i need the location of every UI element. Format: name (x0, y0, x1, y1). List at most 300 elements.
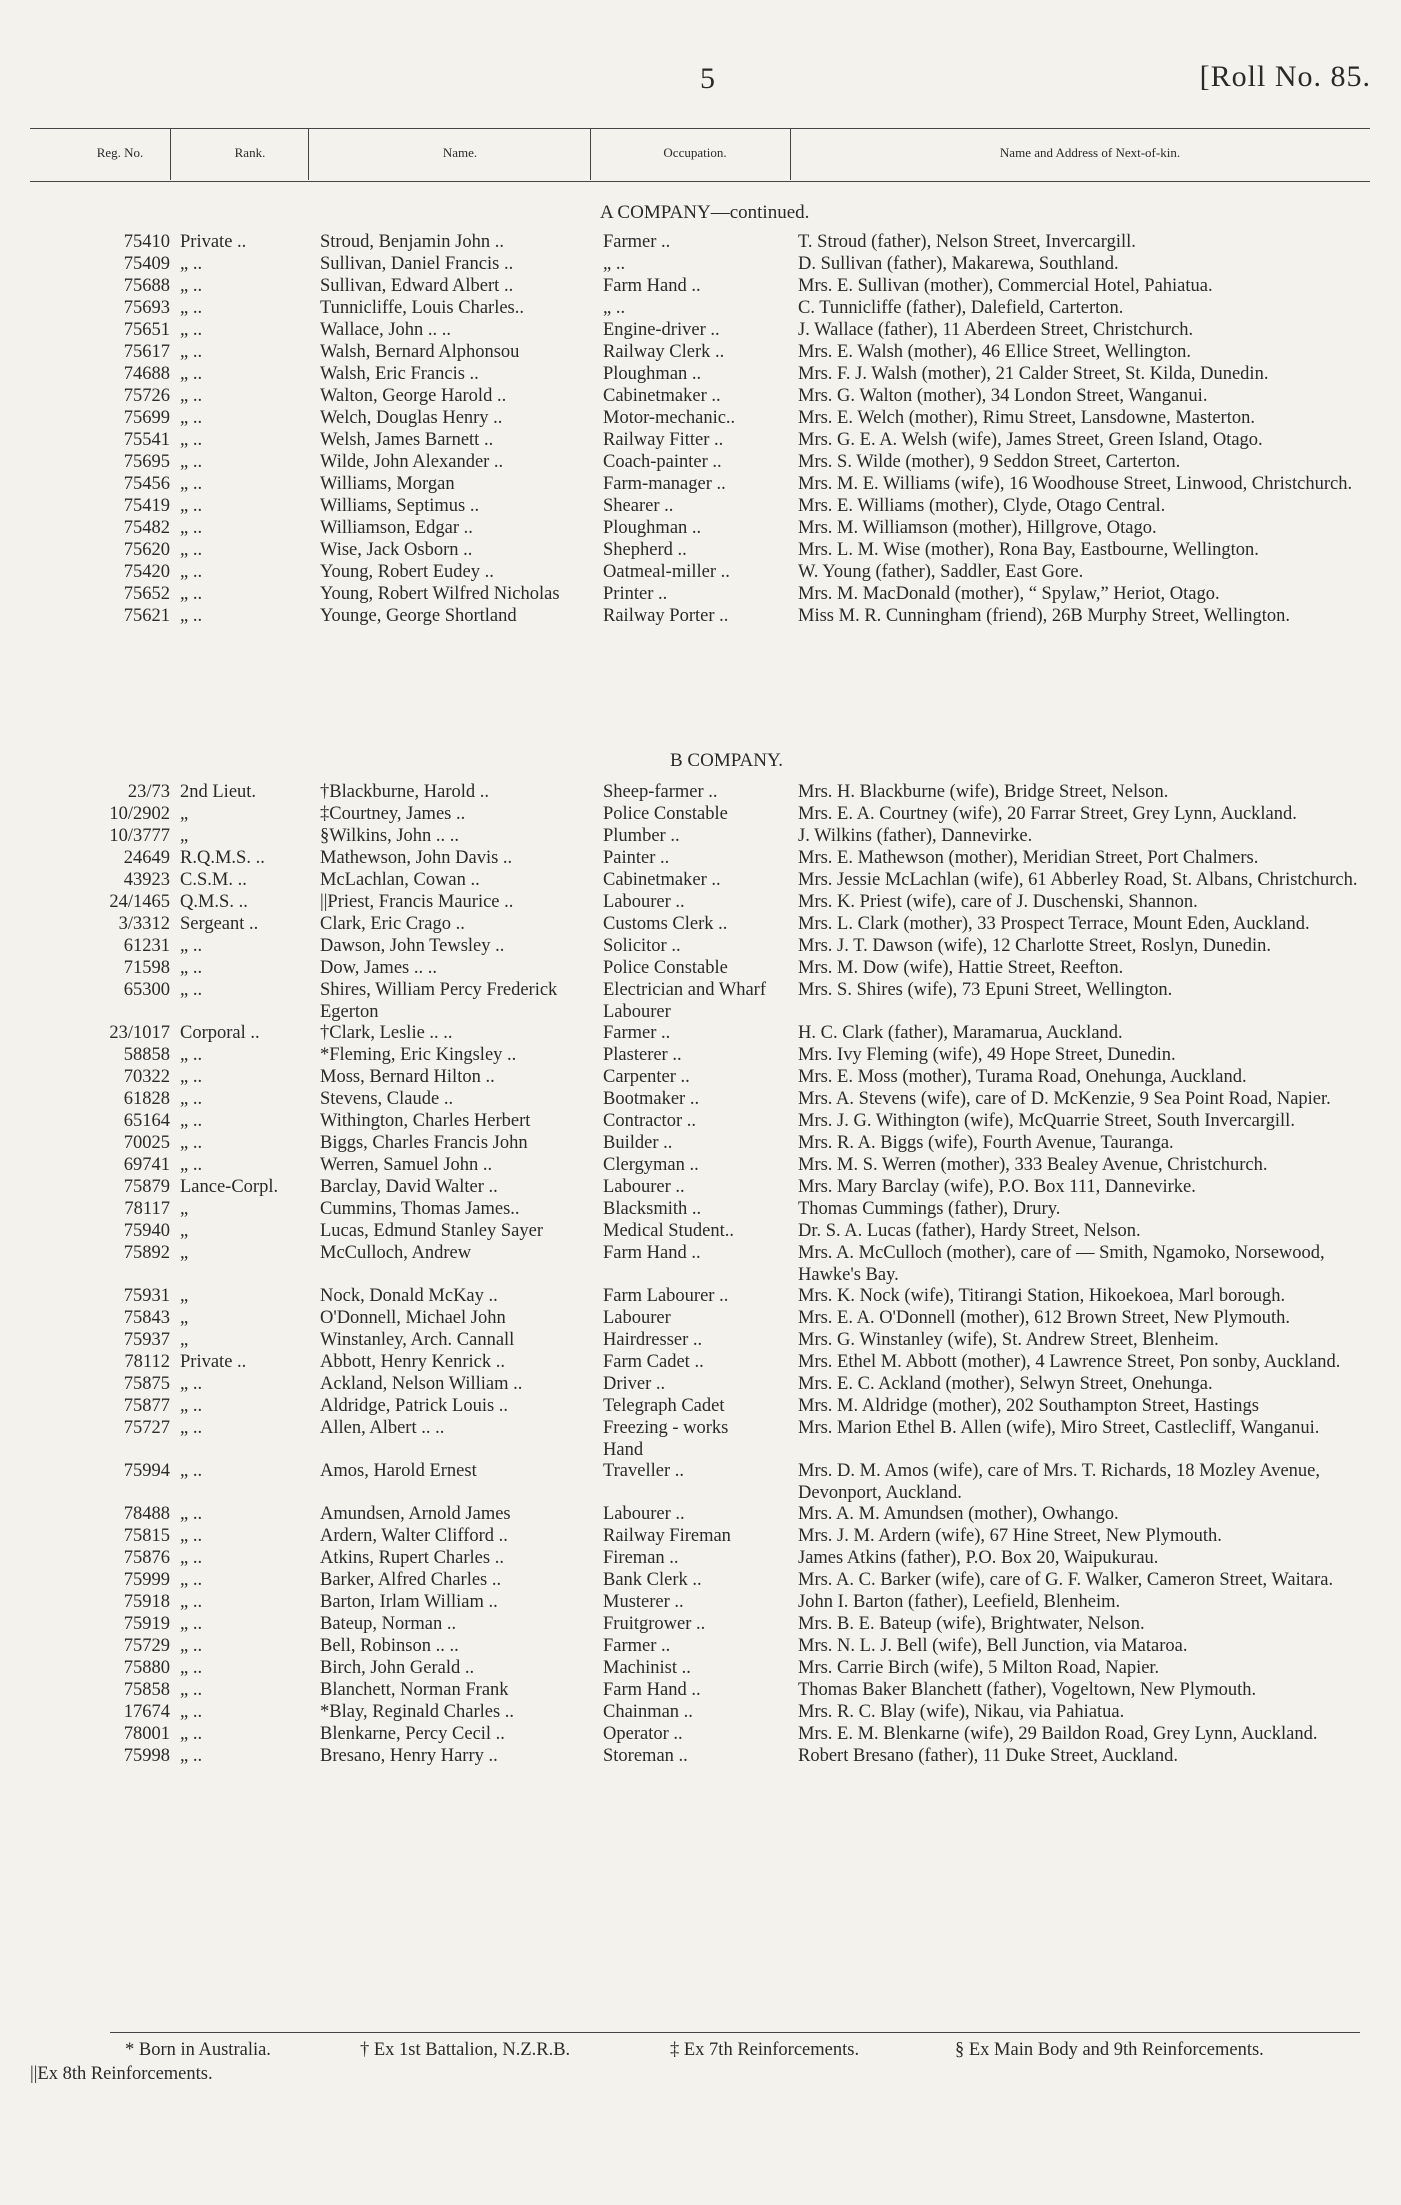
reg-no-cell: 24/1465 (109, 892, 170, 912)
next-of-kin-cell: D. Sullivan (father), Makarewa, Southland. (798, 254, 1119, 274)
table-row (0, 1308, 1401, 1330)
rank-cell: „ .. (180, 1045, 203, 1065)
name-cell: Barclay, David Walter .. (320, 1177, 498, 1197)
table-row (0, 914, 1401, 936)
name-cell: Williamson, Edgar .. (320, 518, 473, 538)
name-cell: Winstanley, Arch. Cannall (320, 1330, 515, 1350)
name-cell: Atkins, Rupert Charles .. (320, 1548, 504, 1568)
name-cell: Lucas, Edmund Stanley Sayer (320, 1221, 543, 1241)
column-header-row (30, 128, 1370, 182)
rank-cell: „ .. (180, 1746, 203, 1766)
occupation-cell: Customs Clerk .. (603, 914, 728, 934)
rank-cell: „ .. (180, 540, 203, 560)
reg-no-cell: 58858 (123, 1045, 170, 1065)
occupation-cell: Cabinetmaker .. (603, 386, 721, 406)
table-row (0, 562, 1401, 584)
occupation-cell: Ploughman .. (603, 364, 702, 384)
table-row (0, 342, 1401, 364)
next-of-kin-cell: James Atkins (father), P.O. Box 20, Waipukurau. (798, 1548, 1159, 1568)
rank-cell: „ .. (180, 276, 203, 296)
table-row (0, 1724, 1401, 1746)
rank-cell: „ .. (180, 320, 203, 340)
rank-cell: C.S.M. .. (180, 870, 247, 890)
occupation-cell: Motor-mechanic.. (603, 408, 736, 428)
reg-no-cell: 17674 (123, 1702, 170, 1722)
reg-no-cell: 75621 (123, 606, 170, 626)
occupation-cell: Labourer (603, 1308, 671, 1328)
next-of-kin-cell: Mrs. G. Winstanley (wife), St. Andrew Street, Blenheim. (798, 1330, 1219, 1350)
name-cell: Williams, Septimus .. (320, 496, 480, 516)
reg-no-cell: 3/3312 (118, 914, 170, 934)
name-cell: Sullivan, Daniel Francis .. (320, 254, 514, 274)
reg-no-cell: 75858 (123, 1680, 170, 1700)
roster-table-a (0, 232, 1401, 628)
table-row (0, 408, 1401, 430)
name-cell: Walsh, Bernard Alphonsou (320, 342, 520, 362)
name-cell: Blanchett, Norman Frank (320, 1680, 509, 1700)
occupation-cell: Farm Cadet .. (603, 1352, 704, 1372)
footnote-main-body: § Ex Main Body and 9th Reinforcements. (955, 2040, 1264, 2060)
occupation-cell: Farm Labourer .. (603, 1286, 729, 1306)
reg-no-cell: 75994 (123, 1461, 170, 1481)
next-of-kin-cell: Mrs. J. T. Dawson (wife), 12 Charlotte Street, Roslyn, Dunedin. (798, 936, 1272, 956)
rank-cell: „ (180, 1199, 189, 1219)
roll-number: [Roll No. 85. (1199, 60, 1371, 93)
table-row (0, 848, 1401, 870)
occupation-cell: Contractor .. (603, 1111, 696, 1131)
footnote-7th-reinforcements: ‡ Ex 7th Reinforcements. (670, 2040, 860, 2060)
rank-cell: „ .. (180, 1374, 203, 1394)
next-of-kin-cell: T. Stroud (father), Nelson Street, Invercargill. (798, 232, 1136, 252)
table-row (0, 1548, 1401, 1570)
name-cell: Wise, Jack Osborn .. (320, 540, 473, 560)
reg-no-cell: 61828 (123, 1089, 170, 1109)
occupation-cell: Storeman .. (603, 1746, 688, 1766)
occupation-cell: Printer .. (603, 584, 668, 604)
header-occupation: Occupation. (663, 145, 727, 160)
name-cell: O'Donnell, Michael John (320, 1308, 506, 1328)
reg-no-cell: 23/73 (127, 782, 170, 802)
reg-no-cell: 75843 (123, 1308, 170, 1328)
reg-no-cell: 75877 (123, 1396, 170, 1416)
occupation-cell: Traveller .. (603, 1461, 685, 1481)
rank-cell: „ .. (180, 342, 203, 362)
table-row (0, 452, 1401, 474)
table-row (0, 320, 1401, 342)
next-of-kin-cell: Mrs. K. Priest (wife), care of J. Duschenski, Shannon. (798, 892, 1198, 912)
next-of-kin-cell: Mrs. K. Nock (wife), Titirangi Station, Hikoekoea, Marl borough. (798, 1286, 1286, 1306)
occupation-cell: Labourer .. (603, 1504, 685, 1524)
table-row (0, 870, 1401, 892)
occupation-cell: Shearer .. (603, 496, 674, 516)
occupation-cell: Sheep-farmer .. (603, 782, 718, 802)
name-cell: Dow, James .. .. (320, 958, 437, 978)
rank-cell: „ .. (180, 518, 203, 538)
reg-no-cell: 75999 (123, 1570, 170, 1590)
next-of-kin-cell: Mrs. N. L. J. Bell (wife), Bell Junction, via Mataroa. (798, 1636, 1188, 1656)
occupation-cell: Cabinetmaker .. (603, 870, 721, 890)
table-row (0, 232, 1401, 254)
table-row (0, 1286, 1401, 1308)
next-of-kin-cell: Mrs. M. Dow (wife), Hattie Street, Reefton. (798, 958, 1124, 978)
reg-no-cell: 75620 (123, 540, 170, 560)
reg-no-cell: 75617 (123, 342, 170, 362)
footnote-8th-reinforcements: ||Ex 8th Reinforcements. (30, 2064, 213, 2084)
occupation-cell: Farm-manager .. (603, 474, 726, 494)
header-divider (170, 128, 171, 180)
next-of-kin-cell: Mrs. M. Aldridge (mother), 202 Southampton Street, Hastings (798, 1396, 1259, 1416)
rank-cell: 2nd Lieut. (180, 782, 257, 802)
occupation-cell: Farm Hand .. (603, 276, 701, 296)
name-cell: Allen, Albert .. .. (320, 1418, 445, 1438)
rank-cell: „ .. (180, 1526, 203, 1546)
occupation-cell: Fireman .. (603, 1548, 679, 1568)
rank-cell: „ .. (180, 496, 203, 516)
next-of-kin-cell: Robert Bresano (father), 11 Duke Street, Auckland. (798, 1746, 1178, 1766)
rank-cell: „ .. (180, 298, 203, 318)
next-of-kin-cell: Thomas Baker Blanchett (father), Vogeltown, New Plymouth. (798, 1680, 1257, 1700)
table-row (0, 1680, 1401, 1702)
next-of-kin-cell: Mrs. L. Clark (mother), 33 Prospect Terrace, Mount Eden, Auckland. (798, 914, 1310, 934)
name-cell: Wallace, John .. .. (320, 320, 452, 340)
name-cell: Werren, Samuel John .. (320, 1155, 493, 1175)
occupation-cell: Ploughman .. (603, 518, 702, 538)
name-cell: *Fleming, Eric Kingsley .. (320, 1045, 517, 1065)
table-row (0, 1330, 1401, 1352)
rank-cell: „ .. (180, 1636, 203, 1656)
rank-cell: „ .. (180, 1089, 203, 1109)
rank-cell: „ (180, 1221, 189, 1241)
rank-cell: „ .. (180, 474, 203, 494)
header-next-of-kin: Name and Address of Next-of-kin. (999, 145, 1181, 160)
name-cell: Walsh, Eric Francis .. (320, 364, 479, 384)
next-of-kin-cell: Mrs. R. C. Blay (wife), Nikau, via Pahiatua. (798, 1702, 1125, 1722)
name-cell: Young, Robert Wilfred Nicholas (320, 584, 560, 604)
name-cell: Aldridge, Patrick Louis .. (320, 1396, 509, 1416)
table-row (0, 1067, 1401, 1089)
reg-no-cell: 70025 (123, 1133, 170, 1153)
table-row (0, 1133, 1401, 1155)
reg-no-cell: 75918 (123, 1592, 170, 1612)
rank-cell: „ .. (180, 452, 203, 472)
occupation-cell: Coach-painter .. (603, 452, 722, 472)
occupation-cell: Oatmeal-miller .. (603, 562, 730, 582)
footnote-1st-battalion: † Ex 1st Battalion, N.Z.R.B. (360, 2040, 571, 2060)
rank-cell: „ .. (180, 1418, 203, 1438)
occupation-cell: Solicitor .. (603, 936, 681, 956)
reg-no-cell: 78488 (123, 1504, 170, 1524)
next-of-kin-cell: Mrs. E. Walsh (mother), 46 Ellice Street, Wellington. (798, 342, 1191, 362)
table-row (0, 606, 1401, 628)
table-row (0, 826, 1401, 848)
reg-no-cell: 75879 (123, 1177, 170, 1197)
occupation-cell: Railway Clerk .. (603, 342, 725, 362)
occupation-cell: Railway Fireman (603, 1526, 731, 1546)
reg-no-cell: 75880 (123, 1658, 170, 1678)
rank-cell: „ .. (180, 1592, 203, 1612)
table-row (0, 958, 1401, 980)
rank-cell: „ .. (180, 958, 203, 978)
occupation-cell: „ .. (603, 254, 626, 274)
next-of-kin-cell: Mrs. E. C. Ackland (mother), Selwyn Street, Onehunga. (798, 1374, 1213, 1394)
table-row (0, 540, 1401, 562)
table-row (0, 584, 1401, 606)
occupation-cell: Driver .. (603, 1374, 666, 1394)
table-row (0, 1570, 1401, 1592)
table-row (0, 1177, 1401, 1199)
table-row (0, 980, 1401, 1023)
occupation-cell: Bootmaker .. (603, 1089, 700, 1109)
reg-no-cell: 75420 (123, 562, 170, 582)
name-cell: Nock, Donald McKay .. (320, 1286, 498, 1306)
rank-cell: „ .. (180, 1155, 203, 1175)
name-cell: Wilde, John Alexander .. (320, 452, 504, 472)
table-row (0, 474, 1401, 496)
rank-cell: „ (180, 1308, 189, 1328)
name-cell: McLachlan, Cowan .. (320, 870, 480, 890)
reg-no-cell: 75919 (123, 1614, 170, 1634)
next-of-kin-cell: Mrs. E. Mathewson (mother), Meridian Street, Port Chalmers. (798, 848, 1259, 868)
name-cell: Blenkarne, Percy Cecil .. (320, 1724, 505, 1744)
name-cell: Cummins, Thomas James.. (320, 1199, 520, 1219)
occupation-cell: Police Constable (603, 958, 728, 978)
rank-cell: R.Q.M.S. .. (180, 848, 265, 868)
occupation-cell: Labourer .. (603, 892, 685, 912)
next-of-kin-cell: John I. Barton (father), Leefield, Blenheim. (798, 1592, 1121, 1612)
reg-no-cell: 75892 (123, 1243, 170, 1263)
occupation-cell: Farmer .. (603, 232, 671, 252)
occupation-cell: Medical Student.. (603, 1221, 735, 1241)
header-reg-no: Reg. No. (96, 145, 144, 160)
next-of-kin-cell: Dr. S. A. Lucas (father), Hardy Street, Nelson. (798, 1221, 1141, 1241)
name-cell: Amos, Harold Ernest (320, 1461, 477, 1481)
next-of-kin-cell: Mrs. H. Blackburne (wife), Bridge Street, Nelson. (798, 782, 1169, 802)
next-of-kin-cell: Mrs. E. A. Courtney (wife), 20 Farrar Street, Grey Lynn, Auckland. (798, 804, 1297, 824)
table-row (0, 1526, 1401, 1548)
reg-no-cell: 78112 (124, 1352, 170, 1372)
rank-cell: Private .. (180, 1352, 247, 1372)
reg-no-cell: 75937 (123, 1330, 170, 1350)
occupation-cell: Hairdresser .. (603, 1330, 703, 1350)
next-of-kin-cell: Mrs. Ethel M. Abbott (mother), 4 Lawrence Street, Pon sonby, Auckland. (798, 1352, 1341, 1372)
header-name: Name. (442, 145, 478, 160)
header-divider (308, 128, 309, 180)
occupation-cell: Plasterer .. (603, 1045, 682, 1065)
occupation-cell: „ .. (603, 298, 626, 318)
next-of-kin-cell: Mrs. L. M. Wise (mother), Rona Bay, Eastbourne, Wellington. (798, 540, 1259, 560)
table-row (0, 1243, 1401, 1286)
occupation-cell: Machinist .. (603, 1658, 691, 1678)
table-row (0, 782, 1401, 804)
name-cell: Young, Robert Eudey .. (320, 562, 494, 582)
table-row (0, 254, 1401, 276)
occupation-cell: Farmer .. (603, 1023, 671, 1043)
occupation-cell: Electrician and Wharf Labourer (603, 980, 766, 1022)
reg-no-cell: 75456 (123, 474, 170, 494)
next-of-kin-cell: Mrs. F. J. Walsh (mother), 21 Calder Street, St. Kilda, Dunedin. (798, 364, 1269, 384)
reg-no-cell: 75699 (123, 408, 170, 428)
table-row (0, 1374, 1401, 1396)
footnote-rule (110, 2032, 1360, 2033)
occupation-cell: Carpenter .. (603, 1067, 690, 1087)
reg-no-cell: 10/3777 (109, 826, 170, 846)
rank-cell: „ .. (180, 1570, 203, 1590)
reg-no-cell: 75409 (123, 254, 170, 274)
occupation-cell: Operator .. (603, 1724, 683, 1744)
next-of-kin-cell: Mrs. Marion Ethel B. Allen (wife), Miro Street, Castlecliff, Wanganui. (798, 1418, 1320, 1438)
name-cell: Barker, Alfred Charles .. (320, 1570, 502, 1590)
reg-no-cell: 24649 (123, 848, 170, 868)
occupation-cell: Chainman .. (603, 1702, 693, 1722)
occupation-cell: Railway Fitter .. (603, 430, 724, 450)
reg-no-cell: 75541 (123, 430, 170, 450)
reg-no-cell: 69741 (123, 1155, 170, 1175)
table-row (0, 364, 1401, 386)
name-cell: Withington, Charles Herbert (320, 1111, 531, 1131)
table-row (0, 1504, 1401, 1526)
rank-cell: „ .. (180, 430, 203, 450)
table-row (0, 1614, 1401, 1636)
occupation-cell: Clergyman .. (603, 1155, 699, 1175)
name-cell: †Clark, Leslie .. .. (320, 1023, 453, 1043)
roster-table-b (0, 782, 1401, 1768)
rank-cell: „ .. (180, 1111, 203, 1131)
reg-no-cell: 10/2902 (109, 804, 170, 824)
occupation-cell: Plumber .. (603, 826, 680, 846)
rank-cell: „ .. (180, 1614, 203, 1634)
table-row (0, 518, 1401, 540)
name-cell: Amundsen, Arnold James (320, 1504, 511, 1524)
occupation-cell: Freezing - works Hand (603, 1418, 729, 1460)
header-divider (790, 128, 791, 180)
occupation-cell: Police Constable (603, 804, 728, 824)
rank-cell: „ (180, 1243, 189, 1263)
rank-cell: „ .. (180, 980, 203, 1000)
name-cell: Stroud, Benjamin John .. (320, 232, 504, 252)
rank-cell: „ .. (180, 1396, 203, 1416)
name-cell: Bateup, Norman .. (320, 1614, 457, 1634)
page-number: 5 (700, 62, 715, 95)
next-of-kin-cell: Mrs. R. A. Biggs (wife), Fourth Avenue, Tauranga. (798, 1133, 1174, 1153)
name-cell: Williams, Morgan (320, 474, 455, 494)
name-cell: Clark, Eric Crago .. (320, 914, 465, 934)
rank-cell: „ .. (180, 254, 203, 274)
name-cell: Stevens, Claude .. (320, 1089, 454, 1109)
name-cell: Abbott, Henry Kenrick .. (320, 1352, 505, 1372)
table-row (0, 298, 1401, 320)
reg-no-cell: 65300 (123, 980, 170, 1000)
reg-no-cell: 65164 (123, 1111, 170, 1131)
rank-cell: „ .. (180, 1658, 203, 1678)
name-cell: Walton, George Harold .. (320, 386, 507, 406)
header-divider (590, 128, 591, 180)
reg-no-cell: 43923 (123, 870, 170, 890)
table-row (0, 430, 1401, 452)
next-of-kin-cell: Mrs. A. Stevens (wife), care of D. McKenzie, 9 Sea Point Road, Napier. (798, 1089, 1331, 1109)
table-row (0, 936, 1401, 958)
name-cell: Welsh, James Barnett .. (320, 430, 494, 450)
name-cell: Sullivan, Edward Albert .. (320, 276, 514, 296)
reg-no-cell: 78001 (123, 1724, 170, 1744)
name-cell: ‡Courtney, James .. (320, 804, 466, 824)
rank-cell: „ .. (180, 1680, 203, 1700)
reg-no-cell: 75726 (123, 386, 170, 406)
reg-no-cell: 75688 (123, 276, 170, 296)
next-of-kin-cell: Mrs. Mary Barclay (wife), P.O. Box 111, Dannevirke. (798, 1177, 1196, 1197)
next-of-kin-cell: Mrs. E. Welch (mother), Rimu Street, Lansdowne, Masterton. (798, 408, 1255, 428)
table-row (0, 1636, 1401, 1658)
table-row (0, 276, 1401, 298)
reg-no-cell: 75482 (123, 518, 170, 538)
reg-no-cell: 75410 (123, 232, 170, 252)
reg-no-cell: 75998 (123, 1746, 170, 1766)
table-row (0, 1418, 1401, 1461)
rank-cell: „ .. (180, 606, 203, 626)
rank-cell: „ (180, 1330, 189, 1350)
rank-cell: „ (180, 826, 189, 846)
rank-cell: „ .. (180, 562, 203, 582)
next-of-kin-cell: W. Young (father), Saddler, East Gore. (798, 562, 1084, 582)
name-cell: Moss, Bernard Hilton .. (320, 1067, 495, 1087)
name-cell: Bell, Robinson .. .. (320, 1636, 459, 1656)
reg-no-cell: 75695 (123, 452, 170, 472)
section-heading-b-company: B COMPANY. (670, 750, 783, 771)
rank-cell: „ .. (180, 408, 203, 428)
rank-cell: „ .. (180, 364, 203, 384)
rank-cell: „ .. (180, 1504, 203, 1524)
rank-cell: Q.M.S. .. (180, 892, 248, 912)
next-of-kin-cell: Mrs. Ivy Fleming (wife), 49 Hope Street, Dunedin. (798, 1045, 1176, 1065)
rank-cell: „ .. (180, 1724, 203, 1744)
table-row (0, 804, 1401, 826)
occupation-cell: Builder .. (603, 1133, 673, 1153)
reg-no-cell: 23/1017 (109, 1023, 170, 1043)
rank-cell: Sergeant .. (180, 914, 259, 934)
occupation-cell: Blacksmith .. (603, 1199, 702, 1219)
rank-cell: „ .. (180, 1702, 203, 1722)
footnote-born-australia: * Born in Australia. (125, 2040, 271, 2060)
occupation-cell: Engine-driver .. (603, 320, 720, 340)
reg-no-cell: 75940 (123, 1221, 170, 1241)
occupation-cell: Farm Hand .. (603, 1243, 701, 1263)
reg-no-cell: 75727 (123, 1418, 170, 1438)
next-of-kin-cell: Mrs. E. M. Blenkarne (wife), 29 Baildon Road, Grey Lynn, Auckland. (798, 1724, 1318, 1744)
rank-cell: Corporal .. (180, 1023, 260, 1043)
table-row (0, 1221, 1401, 1243)
name-cell: Shires, William Percy Frederick Egerton (320, 980, 558, 1022)
section-heading-a-company: A COMPANY—continued. (600, 202, 810, 223)
table-row (0, 496, 1401, 518)
rank-cell: „ .. (180, 584, 203, 604)
reg-no-cell: 74688 (123, 364, 170, 384)
reg-no-cell: 75931 (123, 1286, 170, 1306)
occupation-cell: Painter .. (603, 848, 670, 868)
name-cell: Welch, Douglas Henry .. (320, 408, 503, 428)
next-of-kin-cell: Mrs. E. Moss (mother), Turama Road, Onehunga, Auckland. (798, 1067, 1247, 1087)
table-row (0, 1461, 1401, 1504)
reg-no-cell: 61231 (123, 936, 170, 956)
reg-no-cell: 75652 (123, 584, 170, 604)
next-of-kin-cell: Mrs. M. S. Werren (mother), 333 Bealey Avenue, Christchurch. (798, 1155, 1268, 1175)
table-row (0, 386, 1401, 408)
rank-cell: „ .. (180, 1133, 203, 1153)
rank-cell: „ .. (180, 1067, 203, 1087)
next-of-kin-cell: J. Wilkins (father), Dannevirke. (798, 826, 1033, 846)
reg-no-cell: 75729 (123, 1636, 170, 1656)
name-cell: Biggs, Charles Francis John (320, 1133, 528, 1153)
next-of-kin-cell: C. Tunnicliffe (father), Dalefield, Carterton. (798, 298, 1124, 318)
reg-no-cell: 75876 (123, 1548, 170, 1568)
